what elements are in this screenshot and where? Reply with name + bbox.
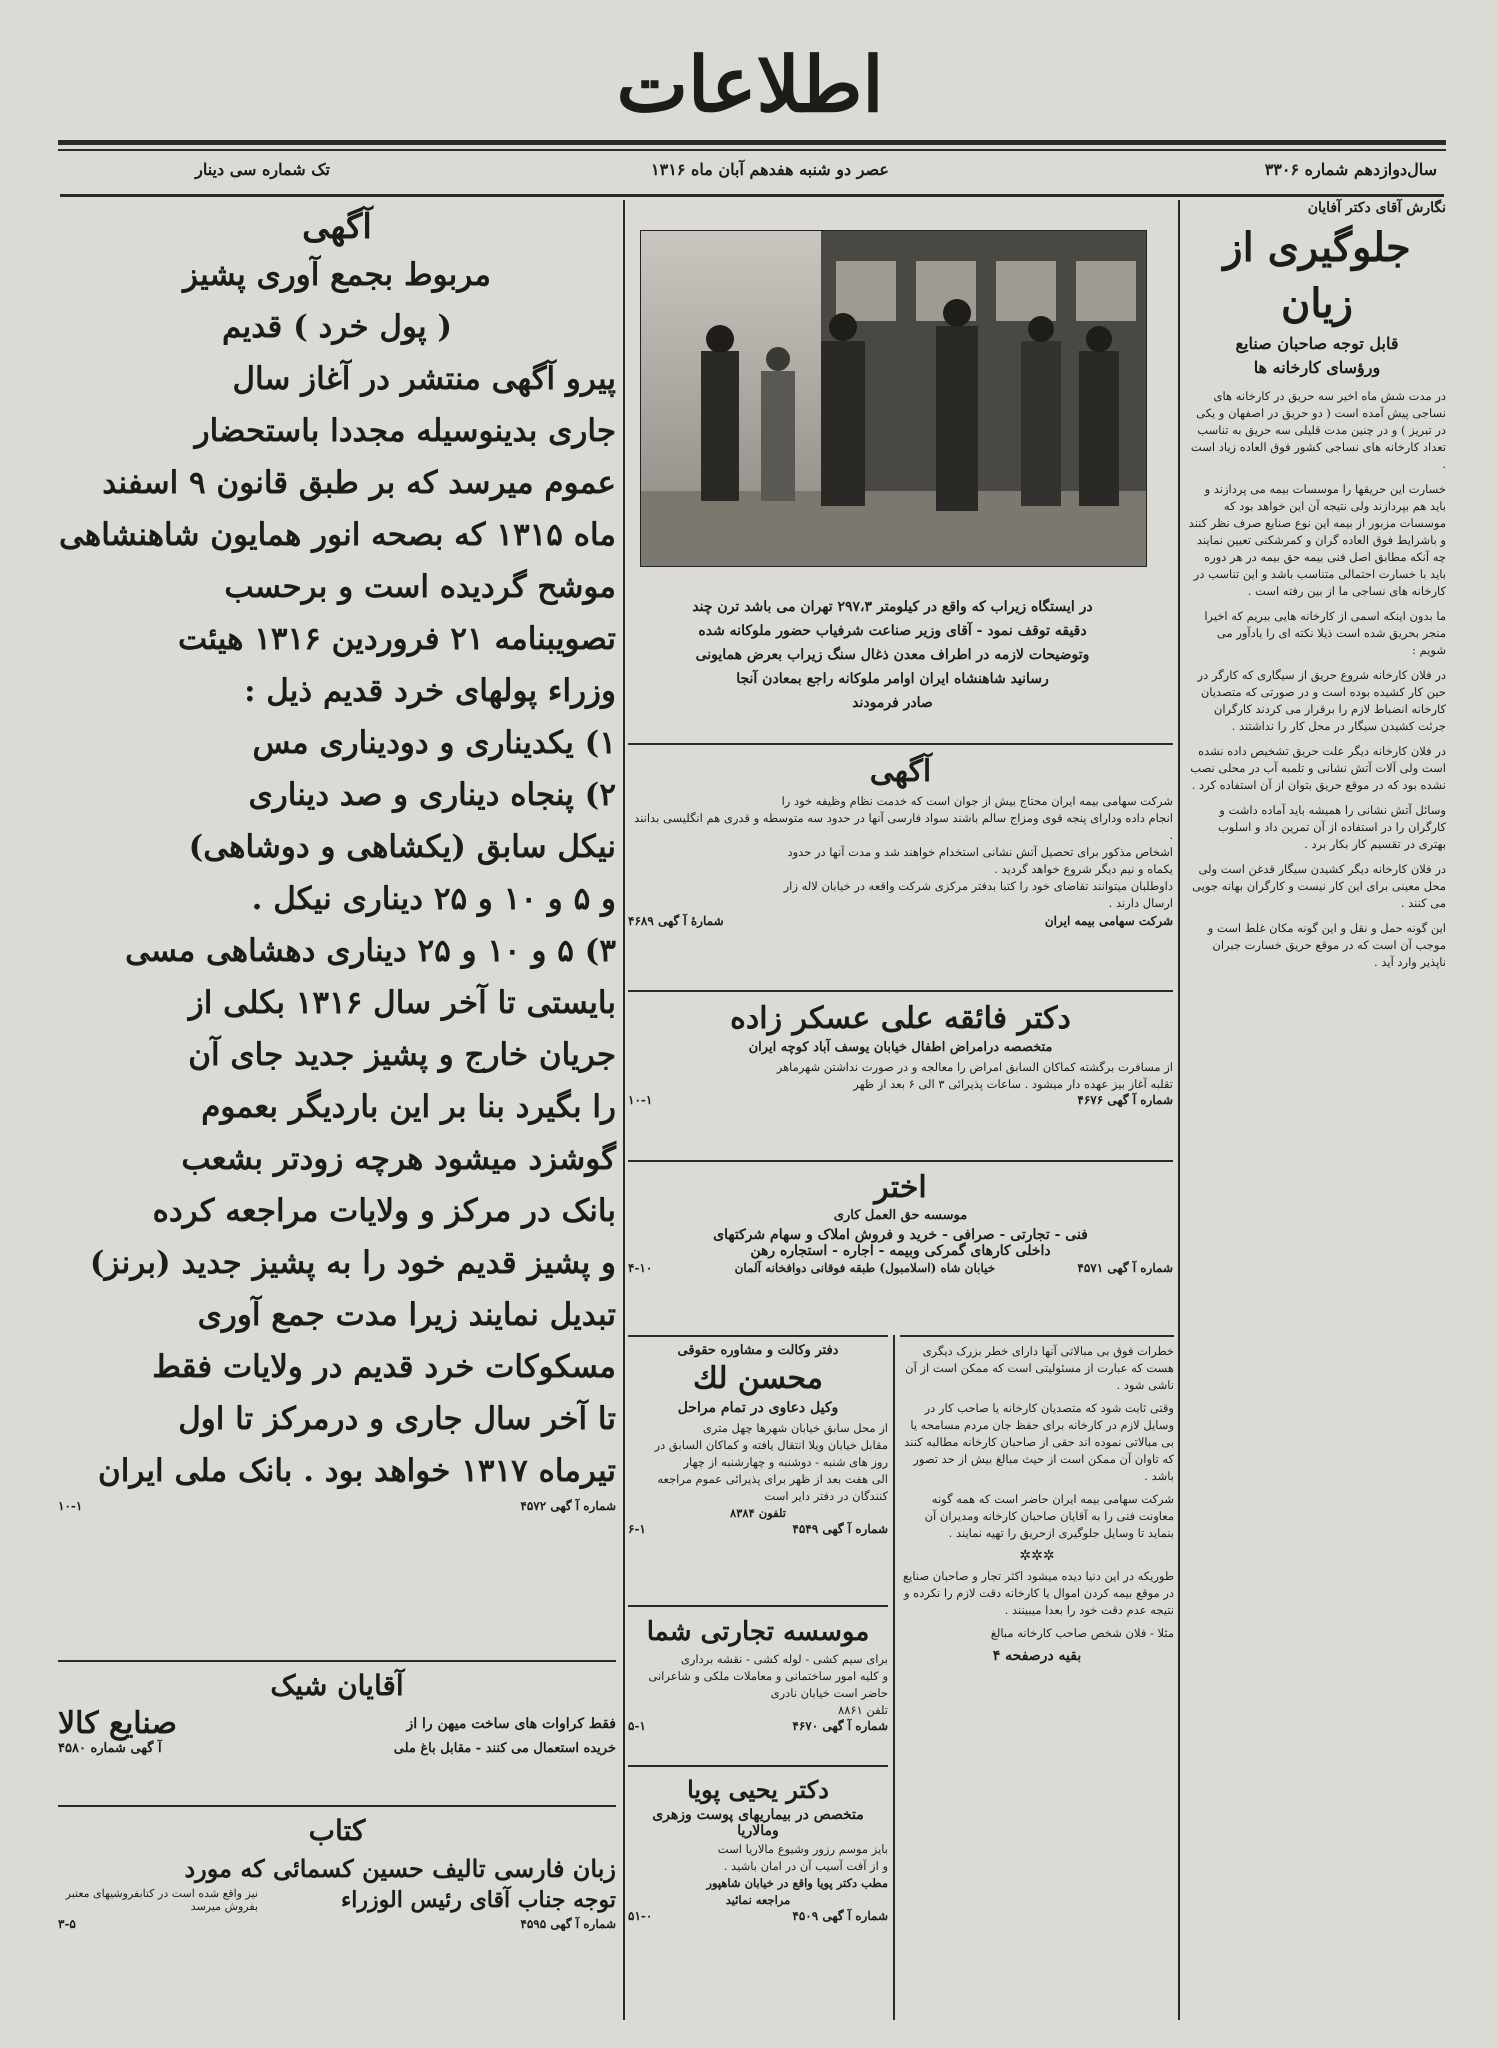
ad-code: ۱۰-۱ xyxy=(628,1093,653,1107)
article-paragraph: ما بدون اینکه اسمی از کارخانه هایی ببریم که اخیرا منجر بحریق شده است ذیلا نکته ای را یادآور می شویم : xyxy=(1204,609,1446,657)
lawyer-phone: تلفون ۸۳۸۴ xyxy=(730,1506,786,1520)
issue-price: تک شماره سی دینار xyxy=(195,160,330,179)
lawyer-name: محسن لك xyxy=(693,1361,823,1396)
akhtar-subtitle: موسسه حق العمل کاری xyxy=(833,1208,968,1223)
ad-code: ۵-۱ xyxy=(628,1719,646,1733)
coins-line: ( پول خرد ) قدیم xyxy=(221,309,453,345)
shima-line: برای سیم کشی - لوله کشی - نقشه برداری xyxy=(680,1652,888,1666)
dentist-line: مراجعه نمائید xyxy=(725,1893,791,1907)
coins-line: تا آخر سال جاری و درمرکز تا اول xyxy=(178,1401,616,1437)
ad-akhtar xyxy=(628,1160,1173,1275)
ad-line: انجام داده ودارای پنجه قوی ومزاج سالم باشند سواد فارسی آنها در حدود سه متوسطه و قدری هم انگلیسی بدانند . xyxy=(634,811,1173,842)
coins-line: ۲) پنجاه دیناری و صد دیناری xyxy=(248,777,616,813)
coins-line: و پشیز قدیم خود را به پشیز جدید (برنز) xyxy=(89,1245,616,1281)
article-paragraph: در فلان کارخانه شروع حریق از سیگاری که کارگر در حین کار کشیده بوده است و در صورتی که متصدیان کارخانه انضباط لازم را برقرار می کردند کارگران جرئت کشیدن سیگار در محل کار را نداشتند . xyxy=(1197,668,1446,733)
coins-line: تصویبنامه ۲۱ فروردین ۱۳۱۶ هیئت xyxy=(177,621,616,657)
coins-line: ۳) ۵ و ۱۰ و ۲۵ دیناری دهشاهی مسی xyxy=(125,933,616,969)
ad-doctor xyxy=(628,990,1173,1107)
news-photo xyxy=(640,230,1147,567)
akhtar-title: اختر xyxy=(874,1170,927,1205)
coins-line: تیرماه ۱۳۱۷ خواهد بود . بانک ملی ایران xyxy=(97,1453,616,1489)
ad-reference: شماره آ گهی ۴۶۷۶ xyxy=(1077,1093,1173,1107)
ad-reference: شماره آ گهی ۴۵۰۹ xyxy=(792,1909,888,1923)
caption-line: دقیقه توقف نمود - آقای وزیر صناعت شرفیاب حضور ملوکانه شده xyxy=(698,623,1087,639)
ad-reference: شماره آ گهی ۴۶۷۰ xyxy=(792,1719,888,1733)
article-paragraph: شرکت سهامی بیمه ایران حاضر است که همه گونه معاونت فنی را به آقایان صاحبان کارخانه ومدیران آن بنماید تا وسایل جلوگیری ازحریق را تهیه نمایند . xyxy=(924,1492,1174,1540)
ad-reference: شمارهٔ آ گهی ۴۶۸۹ xyxy=(628,914,724,928)
shima-line: تلفن ۸۸۶۱ xyxy=(838,1703,888,1717)
shima-title: موسسه تجارتی شما xyxy=(646,1617,870,1647)
ad-coin-collection xyxy=(58,205,616,1513)
article-paragraph: در فلان کارخانه دیگر کشیدن سیگار قدغن است ولی محل معینی برای این کار نیست و کارگران بهانه جویی می کنند . xyxy=(1192,862,1446,910)
column-rule-2 xyxy=(623,200,625,2020)
coins-line: گوشزد میشود هرچه زودتر بشعب xyxy=(181,1141,616,1177)
ad-signature: شرکت سهامی بیمه ایران xyxy=(1044,914,1173,928)
coins-line: مربوط بجمع آوری پشیز xyxy=(182,257,492,293)
article-paragraph: در مدت شش ماه اخیر سه حریق در کارخانه های نساجی پیش آمده است ( دو حریق در اصفهان و یکی در تبریز ) و در چنین مدت قلیلی سه حریق به تناسب تعداد کارخانه های نساجی کشور فوق العاده زیاد است . xyxy=(1190,389,1446,471)
caption-line: صادر فرمودند xyxy=(852,695,933,711)
article-paragraph: خسارت این حریقها را موسسات بیمه می پردازند و باید هم بپردازند ولی نتیجه آن این خواهد بود که موسسات مزبور از بیمه این نوع صنایع صرف نظر کنند و باشرایط فوق العاده گران و کمرشکنی تعیین نمایند چه آنکه مطابق اصل فنی بیمه حق بیمه در هر دوره باید با خسارت احتمالی متناسب باشد و این تناسب در کارخانه های نساجی ما از بین رفته است . xyxy=(1188,482,1446,598)
ad-shik xyxy=(58,1660,616,1756)
coins-line: را بگیرد بنا بر این باردیگر بعموم xyxy=(201,1089,616,1125)
dentist-sub: متخصص در بیماریهای پوست وزهری xyxy=(652,1807,864,1823)
header-rule-thin xyxy=(58,149,1446,151)
train-station-photo xyxy=(641,231,1146,566)
doctor-specialty: متخصصه درامراض اطفال خیابان یوسف آباد کوچه ایران xyxy=(748,1040,1053,1055)
coins-line: تبدیل نمایند زیرا مدت جمع آوری xyxy=(197,1297,616,1333)
header-rule-top xyxy=(58,140,1446,145)
ad-line: داوطلبان میتوانند تقاضای خود را کتبا بدفتر مرکزی شرکت واقعه در خیابان لاله زار xyxy=(783,879,1173,893)
article-subhead-1: قابل توجه صاحبان صنایع xyxy=(1235,334,1399,353)
article-fire-prevention xyxy=(1188,200,1446,971)
lawyer-line: از محل سابق خیابان شهرها چهل متری xyxy=(702,1421,888,1435)
dentist-sub: ومالاریا xyxy=(737,1823,779,1839)
akhtar-address: خیابان شاه (اسلامبول) طبقه فوقانی دوافخانه آلمان xyxy=(734,1261,996,1275)
doctor-name: دکتر فائقه علی عسکر زاده xyxy=(730,1001,1071,1036)
article-continued xyxy=(900,1335,1174,1664)
caption-line: رسانید شاهنشاه ایران اوامر ملوکانه راجع بمعادن آنجا xyxy=(736,671,1049,687)
continued-note: بقیه درصفحه ۴ xyxy=(992,1648,1082,1664)
ad-code: ۳-۵ xyxy=(58,1917,76,1931)
coins-line: بایستی تا آخر سال ۱۳۱۶ بکلی از xyxy=(188,985,616,1021)
shima-line: حاضر است خیابان نادری xyxy=(770,1686,888,1700)
article-paragraph: خطرات فوق بی مبالاتی آنها دارای خطر بزرک دیگری هست که عبارت از مسئولیتی است که ممکن است از آن ناشی شود . xyxy=(905,1344,1174,1392)
coins-line: جریان خارج و پشیز جدید جای آن xyxy=(188,1037,616,1073)
coins-line: جاری بدینوسیله مجددا باستحضار xyxy=(194,413,616,449)
ad-dentist xyxy=(628,1765,888,1923)
ad-line: شرکت سهامی بیمه ایران محتاج بیش از جوان است که خدمت نظام وظیفه خود را xyxy=(781,794,1173,808)
coins-line: موشح گردیده است و برحسب xyxy=(224,569,616,605)
ornament-icon: ✲✲✲ xyxy=(1019,1548,1055,1564)
book-side-note: نیز واقع شده است در کتابفروشیهای معتبر بفروش میرسد xyxy=(65,1887,258,1913)
shik-brand: صنایع کالا xyxy=(58,1706,177,1741)
masthead-title: اطلاعات xyxy=(616,40,884,129)
article-paragraph: وسائل آتش نشانی را همیشه باید آماده داشت و کارگران را در استفاده از آن تمرین داد و اسلوب بهتری در تقسیم کار بکار برد . xyxy=(1217,803,1446,851)
lawyer-line: الی هفت بعد از ظهر برای پذیرائی عموم مراجعه xyxy=(657,1472,888,1486)
article-signature: مثلا - فلان شخص صاحب کارخانه مبالغ xyxy=(990,1626,1174,1640)
ad-line: اشخاص مذکور برای تحصیل آتش نشانی استخدام خواهند شد و مدت آنها در حدود xyxy=(787,845,1173,859)
coins-line: ۱) یکدیناری و دودیناری مس xyxy=(252,725,616,761)
issue-date: عصر دو شنبه هفدهم آبان ماه ۱۳۱۶ xyxy=(651,160,889,179)
article-paragraph: وقتی ثابت شود که متصدیان کارخانه یا صاحب کار در وسایل لازم در کارخانه برای حفظ جان مردم مسامحه یا بی مبالاتی نموده اند حقی از صاحبان کارخانه مطالبه کنند که تاوان آن ممکن است از حیث مبالغ بیش از حد تصور باشد . xyxy=(904,1401,1174,1483)
lawyer-line: روز های شنبه - دوشنبه و چهارشنبه از چهار xyxy=(683,1455,888,1469)
shik-line: فقط کراوات های ساخت میهن را از xyxy=(406,1715,616,1732)
ad-line: ارسال دارند . xyxy=(1108,896,1173,910)
ad-title: آگهی xyxy=(869,754,932,789)
ad-code: ۴-۱۰ xyxy=(628,1261,653,1275)
article-byline: نگارش آقای دکتر آفایان xyxy=(1307,200,1446,216)
column-rule-3 xyxy=(893,1335,895,2020)
doctor-line: از مسافرت برگشته کماکان السابق امراض را معالجه و در صورت نداشتن شهرماهر xyxy=(776,1060,1173,1074)
ad-reference: شماره آ گهی ۴۵۹۵ xyxy=(520,1917,616,1931)
ad-reference: شماره آ گهی ۴۵۷۲ xyxy=(520,1499,616,1513)
caption-line: در ایستگاه زیراب که واقع در کیلومتر ۲۹۷،۳ تهران می باشد ترن چند xyxy=(692,599,1093,615)
ad-book xyxy=(58,1805,616,1931)
ad-code: ۵۱-۰ xyxy=(628,1909,653,1923)
ad-lawyer xyxy=(628,1335,888,1536)
photo-caption xyxy=(640,595,1145,715)
article-headline: جلوگیری از زیان xyxy=(1223,224,1411,327)
coins-line: و ۵ و ۱۰ و ۲۵ دیناری نیکل . xyxy=(251,881,616,917)
akhtar-line: داخلی کارهای گمرکی وبیمه - اجاره - استجاره رهن xyxy=(750,1243,1051,1259)
ad-code: ۶-۱ xyxy=(628,1522,646,1536)
book-line: توجه جناب آقای رئیس الوزراء xyxy=(340,1887,616,1913)
shima-line: و کلیه امور ساختمانی و معاملات ملکی و شاعرانی xyxy=(648,1669,888,1683)
article-paragraph: در فلان کارخانه دیگر علت حریق تشخیص داده نشده است ولی آلات آتش نشانی و تلمبه آب در محلی نصب نشده بود که در موقع حریق بتوان از آن استفاده کرد . xyxy=(1190,744,1446,792)
coins-line: وزراء پولهای خرد قدیم ذیل : xyxy=(244,673,616,709)
akhtar-line: فنی - تجارتی - صرافی - خرید و فروش املاک و سهام شرکتهای xyxy=(713,1227,1088,1243)
caption-line: وتوضیحات لازمه در اطراف معدن ذغال سنگ زیراب بعرض همایونی xyxy=(695,647,1090,663)
article-subhead-2: ورؤسای کارخانه ها xyxy=(1253,358,1381,377)
lawyer-top: دفتر وکالت و مشاوره حقوقی xyxy=(677,1343,839,1358)
ad-reference: شماره آ گهی ۴۵۷۱ xyxy=(1077,1261,1173,1275)
ad-code: ۱۰-۱ xyxy=(58,1499,83,1513)
lawyer-sub: وکیل دعاوی در تمام مراحل xyxy=(677,1400,839,1416)
coins-line: پیرو آگهی منتشر در آغاز سال xyxy=(232,361,616,397)
coins-line: عموم میرسد که بر طبق قانون ۹ اسفند xyxy=(102,465,616,501)
coins-line: مسکوکات خرد قدیم در ولایات فقط xyxy=(152,1349,616,1385)
dentist-line: بایز موسم رزور وشیوع مالاریا است xyxy=(717,1842,888,1856)
book-title: کتاب xyxy=(308,1814,366,1847)
dentist-title: دکتر یحیی پویا xyxy=(687,1775,829,1804)
dentist-line: و از آفت آسیب آن در امان باشید . xyxy=(723,1859,888,1873)
ad-reference: شماره آ گهی ۴۵۴۹ xyxy=(792,1522,888,1536)
lawyer-line: کنندگان در دفتر دایر است xyxy=(764,1489,888,1503)
book-line: زبان فارسی تالیف حسین کسمائی که مورد xyxy=(184,1854,616,1883)
ad-reference: آ گهی شماره ۴۵۸۰ xyxy=(58,1741,162,1756)
issue-number: سال‌دوازدهم شماره ۳۳۰۶ xyxy=(1264,160,1437,179)
ad-insurance xyxy=(628,743,1173,928)
ad-shima xyxy=(628,1605,888,1733)
article-paragraph: طوریکه در این دنیا دیده میشود اکثر تجار و صاحبان صنایع در موقع بیمه کردن اموال یا کارخانه دقت لازم را نکرده و نتیجه عدم دقت خود را بعدا میبینند . xyxy=(903,1569,1174,1617)
shik-title: آقایان شیک xyxy=(270,1669,404,1702)
shik-line: خریده استعمال می کنند - مقابل باغ ملی xyxy=(393,1741,616,1756)
coins-line: بانک در مرکز و ولایات مراجعه کرده xyxy=(152,1193,616,1229)
header-rule-bottom xyxy=(60,194,1444,197)
coins-line: نیکل سابق (یکشاهی و دوشاهی) xyxy=(188,829,616,865)
article-paragraph: این گونه حمل و نقل و این گونه مکان غلط است و موجب آن است که در موقع حریق خسارت جبران ناپذیر وارد آید . xyxy=(1207,921,1446,969)
column-rule-1 xyxy=(1178,200,1180,2020)
dentist-line: مطب دکتر پویا واقع در خیابان شاهپور xyxy=(706,1876,888,1890)
lawyer-line: مقابل خیابان ویلا انتقال یافته و کماکان السابق در xyxy=(654,1438,888,1452)
doctor-line: تقلبه آغاز بیز عهده دار میشود . ساعات پذیرائی ۳ الی ۶ بعد از ظهر xyxy=(853,1077,1173,1091)
coins-title: آگهی xyxy=(302,207,372,247)
coins-line: ماه ۱۳۱۵ که بصحه انور همایون شاهنشاهی xyxy=(59,517,616,553)
ad-line: یکماه و نیم دیگر شروع خواهد گردید . xyxy=(994,862,1173,876)
